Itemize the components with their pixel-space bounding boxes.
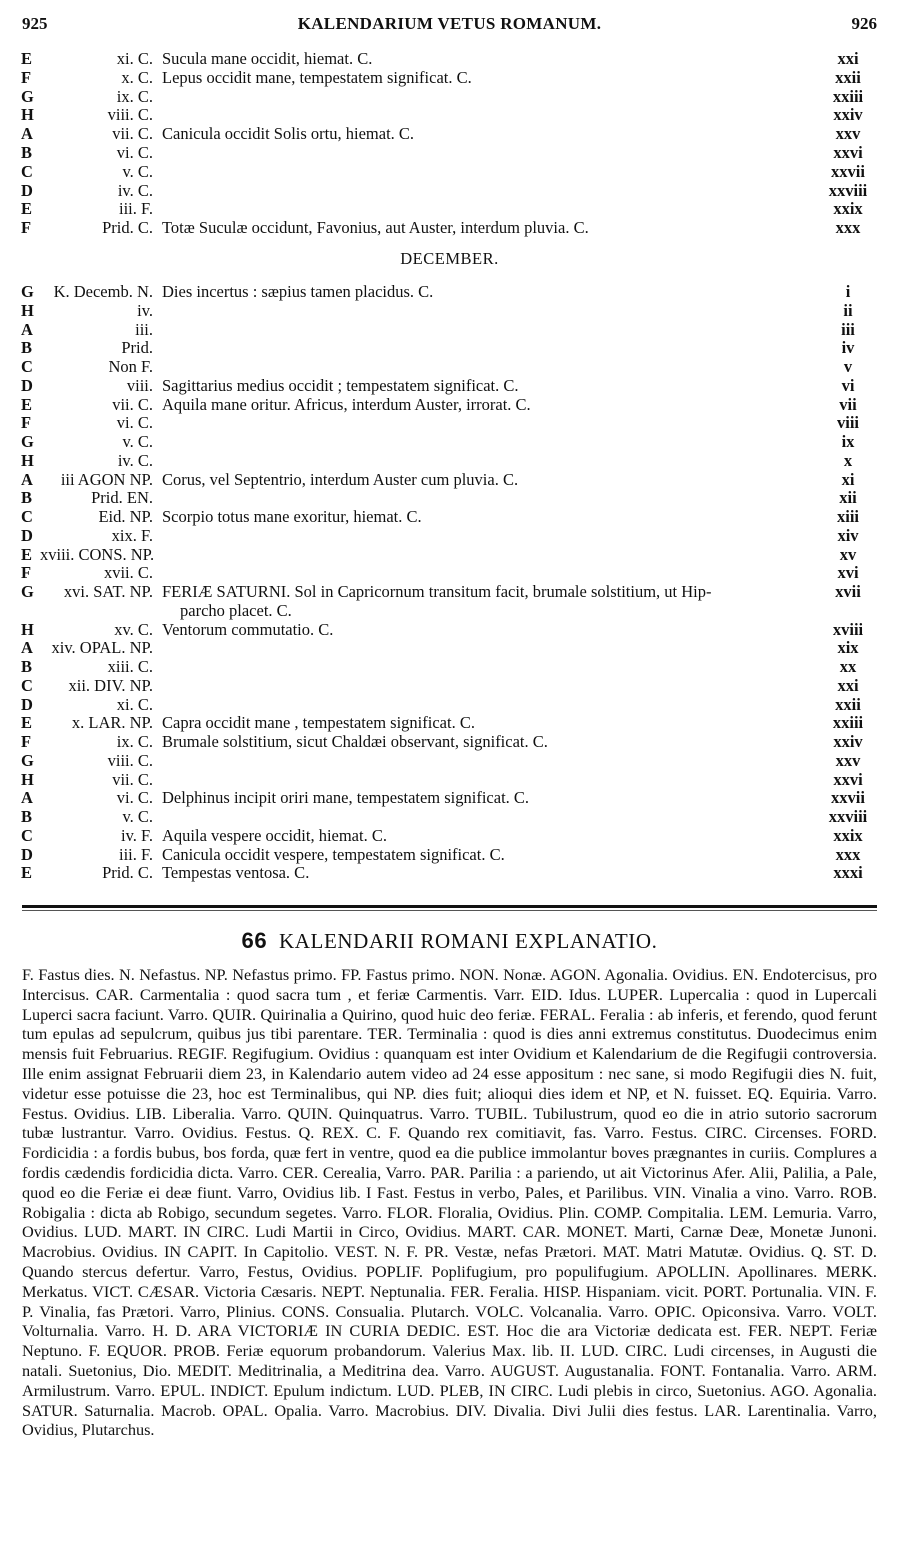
note-text: Scorpio totus mane exoritur, hiemat. C. — [162, 507, 422, 526]
page-title: KALENDARIUM VETUS ROMANUM. — [297, 14, 602, 33]
day-number: iii — [841, 319, 855, 339]
roman-date: xii. DIV. NP. — [68, 675, 153, 695]
nundinal-letter: A — [21, 319, 33, 339]
note-text: FERIÆ SATURNI. Sol in Capricornum transitum facit, brumale solstitium, ut Hip- — [162, 582, 712, 601]
calendar-note — [162, 507, 802, 526]
day-number: viii — [836, 413, 859, 433]
note-text: Delphinus incipit oriri mane, tempestatem significat. C. — [162, 788, 530, 808]
nundinal-letter: D — [21, 844, 33, 864]
note-text: Corus, vel Septentrio, interdum Auster cum pluvia. C. — [162, 469, 519, 489]
roman-date: v. C. — [122, 807, 153, 826]
calendar-note — [162, 863, 802, 882]
nundinal-letter: G — [21, 86, 34, 106]
roman-date: Prid. EN. — [91, 488, 153, 508]
calendar-row — [0, 49, 899, 68]
day-number: xxx — [835, 844, 861, 864]
note-text: Ventorum commutatio. C. — [162, 619, 334, 639]
day-number: xxvii — [831, 788, 865, 808]
calendar-note — [162, 124, 802, 143]
day-number: xxi — [837, 49, 859, 68]
nundinal-letter: B — [21, 807, 33, 826]
calendar-row — [0, 676, 899, 695]
roman-date: ix. C. — [116, 86, 153, 106]
calendar-row — [0, 124, 899, 143]
calendar-row — [0, 507, 899, 526]
day-number: vii — [839, 394, 857, 414]
section-number: 66 — [241, 928, 268, 953]
roman-date: xvii. C. — [103, 563, 153, 583]
nundinal-letter: D — [21, 694, 33, 714]
calendar-note — [162, 620, 802, 639]
roman-date: iii AGON NP. — [60, 469, 153, 489]
roman-date: xvi. SAT. NP. — [63, 582, 153, 601]
day-number: xiii — [836, 507, 859, 526]
calendar-note — [162, 282, 802, 301]
day-number: xxiii — [832, 713, 864, 733]
day-number: xiv — [837, 525, 859, 545]
calendar-row — [0, 320, 899, 339]
nundinal-letter: H — [21, 300, 34, 320]
note-text: Totæ Suculæ occidunt, Favonius, aut Auster, interdum pluvia. C. — [162, 218, 589, 238]
calendar-row — [0, 863, 899, 882]
calendar-note — [162, 395, 802, 414]
roman-date: Prid. — [121, 338, 153, 358]
nundinal-letter: D — [21, 180, 33, 200]
roman-date: viii. — [126, 375, 153, 395]
calendar-row — [0, 162, 899, 181]
roman-date: vii. C. — [112, 394, 153, 414]
nundinal-letter: E — [21, 713, 33, 733]
roman-date: Eid. NP. — [98, 507, 153, 526]
nundinal-letter: E — [21, 394, 33, 414]
nundinal-letter: F — [21, 67, 32, 87]
roman-date: x. LAR. NP. — [71, 713, 153, 733]
nundinal-letter: D — [21, 525, 33, 545]
calendar-row — [0, 488, 899, 507]
nundinal-letter: H — [21, 769, 34, 789]
calendar-row — [0, 638, 899, 657]
note-continuation: parcho placet. C. — [180, 601, 292, 620]
calendar-row — [0, 563, 899, 582]
note-text: Sucula mane occidit, hiemat. C. — [162, 49, 373, 68]
roman-date: iii. F. — [119, 199, 153, 219]
nundinal-letter: F — [21, 413, 32, 433]
day-number: xi — [841, 469, 855, 489]
roman-date: v. C. — [122, 432, 153, 451]
calendar-row — [0, 413, 899, 432]
roman-date: xix. F. — [111, 525, 153, 545]
day-number: xxix — [833, 825, 863, 845]
day-number: xii — [839, 488, 857, 508]
calendar-row — [0, 732, 899, 751]
roman-date: viii. C. — [107, 105, 153, 125]
nundinal-letter: C — [21, 675, 33, 695]
calendar-row — [0, 713, 899, 732]
roman-date: vii. C. — [112, 769, 153, 789]
day-number: xxxi — [833, 863, 863, 883]
day-number: xxii — [835, 67, 861, 87]
nundinal-letter: C — [21, 825, 33, 845]
note-text: Tempestas ventosa. C. — [162, 863, 310, 883]
day-number: xxv — [835, 750, 861, 770]
calendar-row — [0, 68, 899, 87]
day-number: ix — [841, 432, 855, 451]
day-number: xxi — [837, 675, 859, 695]
roman-date: xi. C. — [116, 49, 153, 68]
calendar-row — [0, 657, 899, 676]
calendar-note — [162, 218, 802, 237]
day-number: xxvi — [833, 143, 863, 162]
note-text: Brumale solstitium, sicut Chaldæi observant, significat. C. — [162, 732, 548, 751]
section-title: KALENDARII ROMANI EXPLANATIO. — [279, 929, 658, 953]
roman-date: iv. C. — [117, 450, 153, 470]
calendar-row — [0, 751, 899, 770]
day-number: xxiv — [833, 105, 863, 125]
note-text: Canicula occidit Solis ortu, hiemat. C. — [162, 124, 415, 144]
calendar-row — [0, 432, 899, 451]
calendar-row — [0, 770, 899, 789]
nundinal-letter: E — [21, 49, 33, 68]
nundinal-letter: A — [21, 788, 33, 808]
nundinal-letter: C — [21, 507, 33, 526]
calendar-note — [162, 49, 802, 68]
calendar-row — [0, 526, 899, 545]
note-text: Canicula occidit vespere, tempestatem significat. C. — [162, 844, 505, 864]
day-number: xix — [837, 638, 859, 658]
day-number: i — [845, 282, 851, 301]
roman-date: Prid. C. — [102, 863, 153, 883]
nundinal-letter: G — [21, 582, 34, 601]
calendar-row — [0, 181, 899, 200]
roman-date: iii. F. — [119, 844, 153, 864]
calendar-row — [0, 451, 899, 470]
nundinal-letter: A — [21, 124, 33, 144]
roman-date: vi. C. — [116, 788, 153, 808]
roman-date: vi. C. — [116, 413, 153, 433]
month-heading-december: DECEMBER. — [400, 249, 499, 268]
roman-date: xiv. OPAL. NP. — [51, 638, 153, 658]
calendar-row — [0, 582, 899, 620]
calendar-row — [0, 395, 899, 414]
calendar-note — [162, 788, 802, 807]
nundinal-letter: A — [21, 638, 33, 658]
note-text: Lepus occidit mane, tempestatem significat. C. — [162, 67, 472, 87]
calendar-row — [0, 695, 899, 714]
day-number: xxiii — [832, 86, 864, 106]
roman-date: K. Decemb. N. — [53, 282, 153, 301]
note-text: Sagittarius medius occidit ; tempestatem significat. C. — [162, 375, 519, 395]
calendar-row — [0, 620, 899, 639]
roman-date: iv. C. — [117, 180, 153, 200]
nundinal-letter: H — [21, 619, 34, 639]
day-number: xv — [839, 544, 857, 564]
roman-date: vii. C. — [112, 124, 153, 144]
day-number: xxiv — [833, 732, 863, 751]
calendar-note — [162, 376, 802, 395]
roman-date: Non F. — [108, 357, 153, 376]
nundinal-letter: D — [21, 375, 33, 395]
nundinal-letter: G — [21, 432, 34, 451]
nundinal-letter: G — [21, 282, 34, 301]
calendar-note — [162, 713, 802, 732]
note-text: Dies incertus : sæpius tamen placidus. C. — [162, 282, 434, 301]
day-number: xxviii — [828, 180, 868, 200]
calendar-row — [0, 218, 899, 237]
day-number: iv — [841, 338, 855, 358]
calendar-row — [0, 143, 899, 162]
calendar-row — [0, 545, 899, 564]
nundinal-letter: E — [21, 544, 33, 564]
running-head — [22, 14, 877, 36]
calendar-note — [162, 826, 802, 845]
nundinal-letter: C — [21, 161, 33, 181]
day-number: xxx — [835, 218, 861, 238]
explanation-paragraph: F. Fastus dies. N. Nefastus. NP. Nefastus primo. FP. Fastus primo. NON. Nonæ. AGON. Agonalia. Ovidius. EN. Endotercisus, pro Intercisus. CAR. Carmentalia : quod sacra tum , et feriæ Carmentis. Varr. EID. Idus. LUPER. Lupercalia : quod in Lupercali Luperci sacra faciunt. Varro. QUIR. Quirinalia a Quirino, quod huic deo feriæ. FERAL. Feralia : ab inferis, et ferendo, quod ferunt tum epulas ad sepulcrum, quibus jus tibi parentare. TER. Terminalia : quod is dies anni extremus constitutus. Duodecimus enim mensis fuit Februarius. REGIF. Regifugium. Ovidius : quanquam est inter Ovidium et Kalendarium de die Regifugii controversia. Ille enim assignat Februarii diem 23, in Kalendario autem video ad 24 esse appositum : nec sane, si modo Regifugii dies N. fuit, videtur esse potuisse die 23, hoc est Terminalibus, qui NP. dies fuit; alioqui dies idem et NP, et N. fuisset. EQ. Equiria. Varro. Festus. Ovidius. LIB. Liberalia. Varro. QUIN. Quinquatrus. Varro. TUBIL. Tubilustrum, quod eo die in atrio sutorio sacrorum tubæ lustrantur. Varro. Ovidius. Festus. Q. REX. C. F. Quando rex comitiavit, fas. Varro. Festus. CIRC. Circenses. FORD. Fordicidia : a fordis bubus, bos forda, quæ fert in ventre, quod ea die publice immolantur boves prægnantes in curiis. Complures a fordis cædendis fordicidia dicta. Varro. CER. Cerealia, Varro. PAR. Parilia : a pariendo, ut ait Victorinus Afer. Alii, Palilia, a Pale, quod eo die Feriæ ei deæ fiunt. Varro, Ovidius lib. I Fast. Festus in verbo, Pales, et Parilibus. VIN. Vinalia a vino. Varro. ROB. Robigalia : dicta ab Robigo, secundum segetes. Varro. FLOR. Floralia, Ovidius. Plin. COMP. Compitalia. LEM. Lemuria. Varro, Ovidius. LUD. MART. IN CIRC. Ludi Martii in Circo, Ovidius. MART. CAR. MONET. Marti, Carnæ Deæ, Monetæ Junoni. Macrobius. Ovidius. IN CAPIT. In Capitolio. VEST. N. F. PR. Vestæ, nefas Prætori. MAT. Matri Matutæ. Ovidius. Q. ST. D. Quando stercus defertur. Varro, Festus, Ovidius. POPLIF. Poplifugium, pro populifugium. APOLLIN. Apollinares. MERK. Merkatus. VICT. CÆSAR. Victoria Cæsaris. NEPT. Neptunalia. FER. Feralia. HISP. Hispaniam. vicit. PORT. Portunalia. VIN. F. P. Vinalia, fas Prætori. Varro, Plinius. CONS. Consualia. Plutarch. VOLC. Volcanalia. Varro. OPIC. Opiconsiva. Varro. VOLT. Volturnalia. Varro. H. D. ARA VICTORIÆ IN CURIA DEDIC. EST. Hoc die ara Victoriæ dedicata est. FER. NEPT. Feriæ Neptuno. F. EQUOR. PROB. Feriæ equorum probandorum. Valerius Max. lib. II. LUD. CIRC. Ludi circenses, in Augusti die natali. Suetonius, Dio. MEDIT. Meditrinalia, a Meditrina dea. Varro. AUGUST. Augustanalia. FONT. Fontanalia. Varro. ARM. Armilustrum. Varro. EPUL. INDICT. Epulum indictum. LUD. PLEB, IN CIRC. Ludi plebis in circo, Suetonius. AGO. Agonalia. SATUR. Saturnalia. Macrob. OPAL. Opalia. Varro. Macrobius. DIV. Divalia. Divi Julii dies festus. LAR. Larentinalia. Varro, Ovidius, Plutarchus. — [22, 965, 877, 1440]
roman-date: Prid. C. — [102, 218, 153, 238]
section-divider-thin — [22, 910, 877, 911]
calendar-note — [162, 470, 802, 489]
nundinal-letter: E — [21, 199, 33, 219]
note-text: Aquila mane oritur. Africus, interdum Auster, irrorat. C. — [162, 394, 531, 414]
note-text: Capra occidit mane , tempestatem significat. C. — [162, 713, 475, 733]
roman-date: iii. — [135, 319, 153, 339]
calendar-row — [0, 845, 899, 864]
nundinal-letter: A — [21, 469, 33, 489]
nundinal-letter: B — [21, 143, 33, 162]
page-number-left: 925 — [22, 14, 48, 33]
roman-date: viii. C. — [107, 750, 153, 770]
roman-date: xv. C. — [114, 619, 153, 639]
roman-date: ix. C. — [116, 732, 153, 751]
day-number: ii — [843, 300, 853, 320]
nundinal-letter: F — [21, 563, 32, 583]
nundinal-letter: B — [21, 338, 33, 358]
nundinal-letter: F — [21, 732, 32, 751]
nundinal-letter: B — [21, 657, 33, 676]
nundinal-letter: F — [21, 218, 32, 238]
nundinal-letter: G — [21, 750, 34, 770]
roman-date: xiii. C. — [107, 657, 153, 676]
day-number: v — [843, 357, 853, 376]
nundinal-letter: C — [21, 357, 33, 376]
calendar-row — [0, 199, 899, 218]
roman-date: iv. — [137, 300, 153, 320]
calendar-row — [0, 338, 899, 357]
day-number: xxii — [835, 694, 861, 714]
day-number: xxv — [835, 124, 861, 144]
roman-date: xi. C. — [116, 694, 153, 714]
day-number: xxix — [833, 199, 863, 219]
nundinal-letter: H — [21, 450, 34, 470]
day-number: xxviii — [828, 807, 868, 826]
nundinal-letter: E — [21, 863, 33, 883]
calendar-note — [162, 582, 802, 620]
nundinal-letter: H — [21, 105, 34, 125]
calendar-row — [0, 376, 899, 395]
day-number: xvii — [835, 582, 861, 601]
calendar-note — [162, 845, 802, 864]
calendar-row — [0, 807, 899, 826]
roman-date: iv. F. — [121, 825, 153, 845]
page-number-right: 926 — [851, 14, 877, 33]
calendar-row — [0, 788, 899, 807]
section-heading — [0, 928, 899, 954]
calendar-row — [0, 105, 899, 124]
calendar-row — [0, 357, 899, 376]
roman-date: xviii. CONS. NP. — [40, 544, 155, 564]
calendar-row — [0, 470, 899, 489]
day-number: x — [843, 450, 853, 470]
day-number: xx — [839, 657, 857, 676]
day-number: xvi — [837, 563, 859, 583]
calendar-row — [0, 301, 899, 320]
day-number: xxvi — [833, 769, 863, 789]
day-number: xxvii — [831, 161, 865, 181]
calendar-note — [162, 732, 802, 751]
calendar-note — [162, 68, 802, 87]
note-text: Aquila vespere occidit, hiemat. C. — [162, 825, 387, 845]
section-divider — [22, 905, 877, 908]
calendar-row — [0, 282, 899, 301]
day-number: xviii — [832, 619, 864, 639]
roman-date: vi. C. — [116, 143, 153, 162]
nundinal-letter: B — [21, 488, 33, 508]
calendar-row — [0, 826, 899, 845]
day-number: vi — [841, 375, 855, 395]
roman-date: x. C. — [121, 67, 153, 87]
calendar-row — [0, 87, 899, 106]
roman-date: v. C. — [122, 161, 153, 181]
